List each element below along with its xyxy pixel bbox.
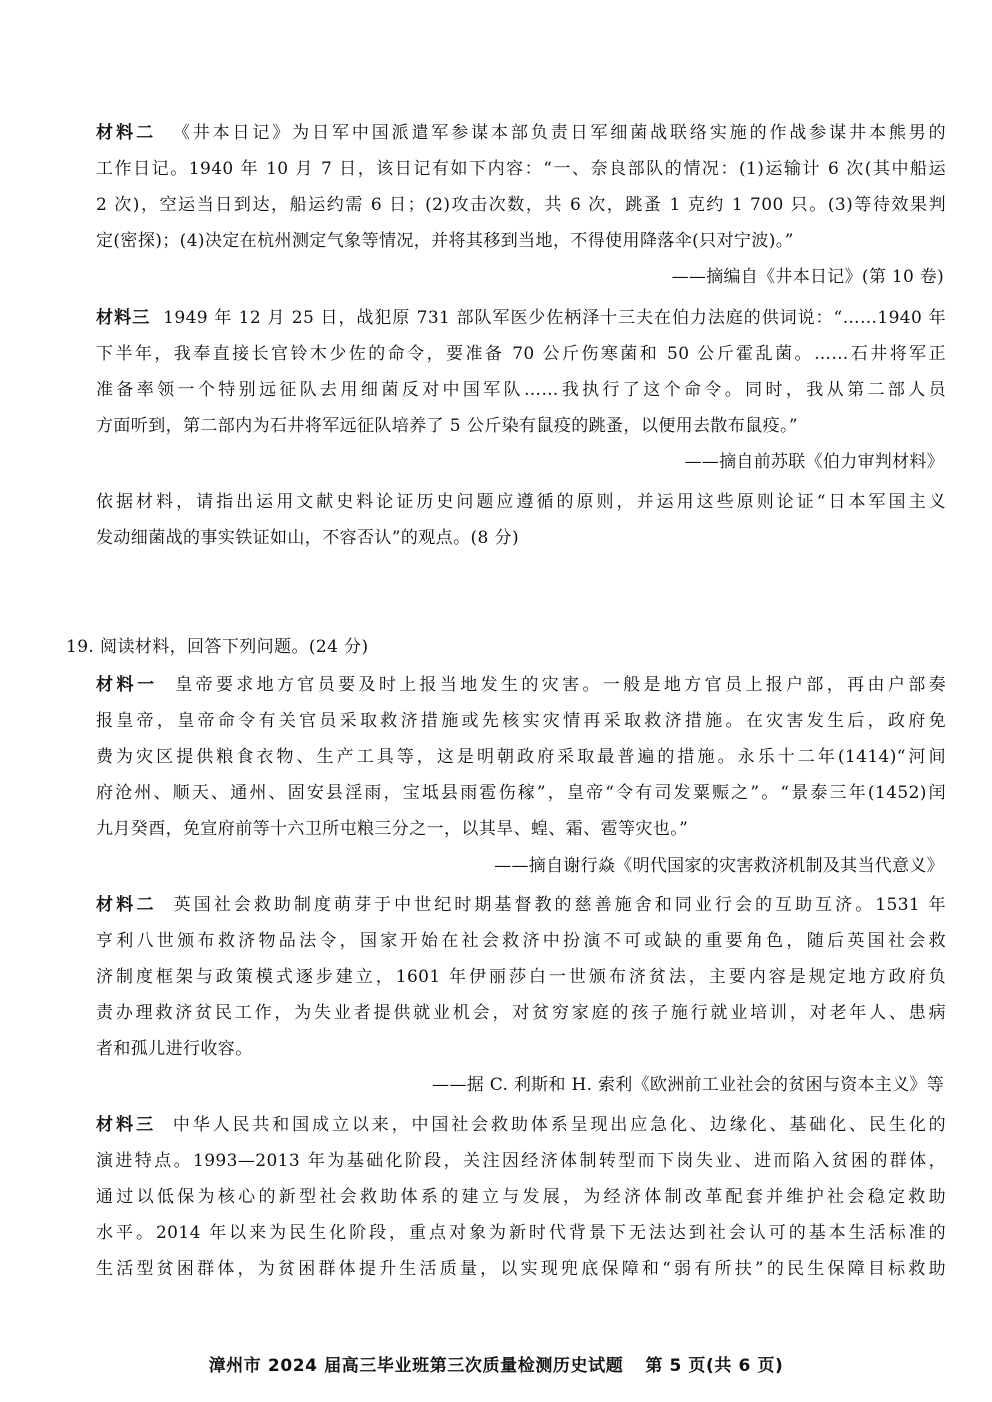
material-2-label: 材料二 xyxy=(96,123,157,143)
q19-material-3-line-1: 材料三 中华人民共和国成立以来，中国社会救助体系呈现出应急化、边缘化、基础化、民生化的 xyxy=(96,1115,946,1135)
q19-material-2-line-2: 亨利八世颁布救济物品法令，国家开始在社会救济中扮演不可或缺的重要角色，随后英国社会救 xyxy=(96,931,946,951)
task-line-1: 依据材料，请指出运用文献史料论证历史问题应遵循的原则，并运用这些原则论证“日本军国主义 xyxy=(96,492,946,512)
material-3-line-1: 材料三 1949 年 12 月 25 日，战犯原 731 部队军医少佐柄泽十三夫在伯力法庭的供词说：“……1940 年 xyxy=(96,308,946,328)
q19-material-1-line-2: 报皇帝，皇帝命令有关官员采取救济措施或先核实灾情再采取救济措施。在灾害发生后，政府免 xyxy=(96,711,946,731)
q19-material-3-line-2: 演进特点。1993—2013 年为基础化阶段，关注因经济体制转型而下岗失业、进而陷入贫困的群体， xyxy=(96,1151,946,1171)
q19-material-3-line-5: 生活型贫困群体，为贫困群体提升生活质量，以实现兜底保障和“弱有所扶”的民生保障目标救助 xyxy=(96,1259,946,1279)
q19-material-1-source: ——摘自谢行焱《明代国家的灾害救济机制及其当代意义》 xyxy=(494,856,944,876)
material-3-source: ——摘自前苏联《伯力审判材料》 xyxy=(684,452,944,472)
material-2-line-3: 2 次)，空运当日到达，船运约需 6 日；(2)攻击次数，共 6 次，跳蚤 1 克约 1 700 只。(3)等待效果判 xyxy=(96,195,946,215)
q19-material-1-label: 材料一 xyxy=(96,675,158,695)
q19-material-2-label: 材料二 xyxy=(96,895,157,915)
q19-material-3-label: 材料三 xyxy=(96,1115,157,1135)
material-3-line-4: 方面听到，第二部内为石井将军远征队培养了 5 公斤染有鼠疫的跳蚤，以便用去散布鼠疫。” xyxy=(96,416,799,436)
material-2-line-2: 工作日记。1940 年 10 月 7 日，该日记有如下内容：“一、奈良部队的情况：(1)运输计 6 次(其中船运 xyxy=(96,159,946,179)
q19-material-1-line-1: 材料一 皇帝要求地方官员要及时上报当地发生的灾害。一般是地方官员上报户部，再由户部奏 xyxy=(96,675,946,695)
material-2-source: ——摘编自《井本日记》(第 10 卷) xyxy=(671,267,944,287)
material-2-line-1: 材料二 《井本日记》为日军中国派遣军参谋本部负责日军细菌战联络实施的作战参谋井本熊男的 xyxy=(96,123,946,143)
material-3-label: 材料三 xyxy=(96,308,151,328)
exam-title: 漳州市 2024 届高三毕业班第三次质量检测历史试题 xyxy=(208,1356,624,1376)
q19-material-2-line-1: 材料二 英国社会救助制度萌芽于中世纪时期基督教的慈善施舍和同业行会的互助互济。1531 年 xyxy=(96,895,946,915)
q19-material-2-line-3: 济制度框架与政策模式逐步建立，1601 年伊丽莎白一世颁布济贫法，主要内容是规定地方政府负 xyxy=(96,967,946,987)
q19-material-1-line-4: 府沧州、顺天、通州、固安县淫雨，宝坻县雨雹伤稼”，皇帝“令有司发粟赈之”。“景泰三年(1452)闰 xyxy=(96,783,946,803)
q19-material-1-line-3: 费为灾区提供粮食衣物、生产工具等，这是明朝政府采取最普遍的措施。永乐十二年(1414)“河间 xyxy=(96,747,946,767)
question-19-heading: 19. 阅读材料，回答下列问题。(24 分) xyxy=(66,637,369,657)
material-2-line-4: 定(密探)；(4)决定在杭州测定气象等情况，并将其移到当地，不得使用降落伞(只对宁波)。” xyxy=(96,231,794,251)
task-line-2: 发动细菌战的事实铁证如山，不容否认”的观点。(8 分) xyxy=(96,528,519,548)
q19-material-1-line-5: 九月癸酉，免宣府前等十六卫所屯粮三分之一，以其旱、蝗、霜、雹等灾也。” xyxy=(96,819,689,839)
q19-material-2-line-4: 责办理救济贫民工作，为失业者提供就业机会，对贫穷家庭的孩子施行就业培训，对老年人、患病 xyxy=(96,1003,946,1023)
page-number: 第 5 页(共 6 页) xyxy=(645,1356,784,1376)
page-footer xyxy=(0,1351,992,1376)
q19-material-2-source: ——据 C. 利斯和 H. 索利《欧洲前工业社会的贫困与资本主义》等 xyxy=(432,1075,944,1095)
material-3-line-3: 准备率领一个特别远征队去用细菌反对中国军队……我执行了这个命令。同时，我从第二部人员 xyxy=(96,380,946,400)
material-3-line-2: 下半年，我奉直接长官铃木少佐的命令，要准备 70 公斤伤寒菌和 50 公斤霍乱菌。……石井将军正 xyxy=(96,344,946,364)
q19-material-3-line-4: 水平。2014 年以来为民生化阶段，重点对象为新时代背景下无法达到社会认可的基本生活标准的 xyxy=(96,1223,946,1243)
q19-material-3-line-3: 通过以低保为核心的新型社会救助体系的建立与发展，为经济体制改革配套并维护社会稳定救助 xyxy=(96,1187,946,1207)
q19-material-2-line-5: 者和孤儿进行收容。 xyxy=(96,1039,253,1059)
